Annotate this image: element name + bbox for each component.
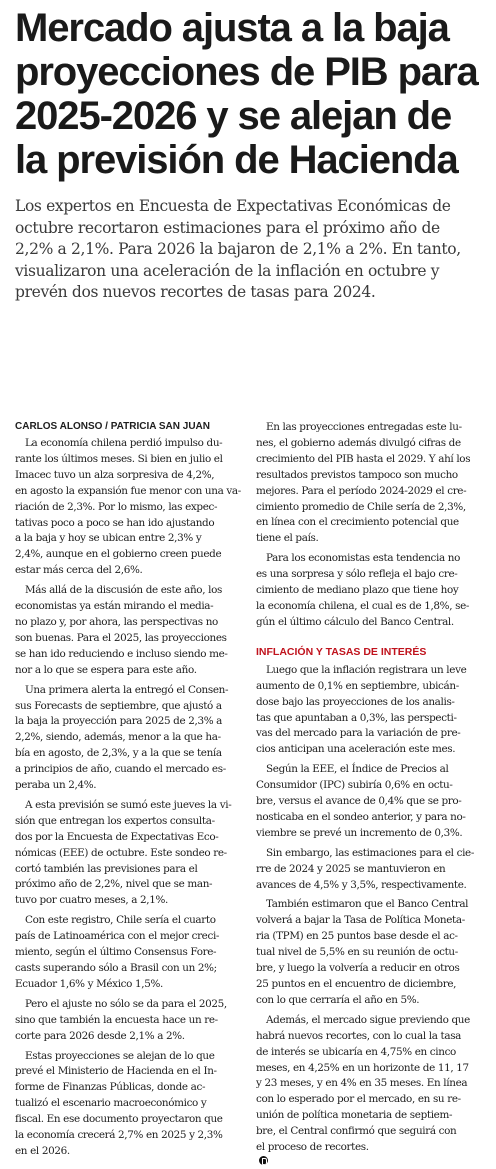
body-line: nómicas (EEE) de octubre. Este sondeo re- bbox=[15, 846, 227, 859]
body-line: la baja la proyección para 2025 de 2,3% a bbox=[15, 715, 223, 728]
body-line: A esta previsión se sumó este jueves la vi- bbox=[25, 798, 232, 811]
body-line: Para los economistas esta tendencia no bbox=[266, 552, 461, 565]
headline-line: la previsión de Hacienda bbox=[15, 138, 458, 182]
body-line: rre de 2024 y 2025 se mantuvieron en bbox=[256, 862, 446, 875]
body-line: rante los últimos meses. Si bien en julio el bbox=[15, 452, 223, 465]
body-line: bre, versus el avance de 0,4% que se pro- bbox=[256, 795, 462, 808]
body-line: próximo año de 2,2%, nivel que se man- bbox=[15, 878, 213, 891]
body-paragraph bbox=[15, 798, 247, 909]
body-line: en línea con el crecimiento potencial que bbox=[256, 516, 459, 529]
body-line: tual nivel de 5,5% en su reunión de octu- bbox=[256, 946, 458, 959]
body-line: Estas proyecciones se alejan de lo que bbox=[25, 1049, 215, 1062]
dek bbox=[15, 196, 485, 304]
body-paragraph bbox=[15, 997, 247, 1045]
body-line: unión de política monetaria de septiem- bbox=[256, 1109, 453, 1122]
body-line: habrá nuevos recortes, con lo cual la tasa bbox=[256, 1029, 462, 1042]
body-line: estar más cerca del 2,6%. bbox=[15, 564, 143, 577]
body-line: en el 2026. bbox=[15, 1144, 70, 1157]
body-line: aumento de 0,1% en septiembre, ubicán- bbox=[256, 679, 459, 692]
body-line: La economía chilena perdió impulso du- bbox=[25, 437, 223, 449]
body-line: volverá a bajar la Tasa de Política Moneta- bbox=[256, 914, 465, 927]
body-paragraph bbox=[15, 583, 247, 678]
body-line: 2,2%, siendo, además, menor a la que ha- bbox=[15, 731, 221, 744]
body-paragraph bbox=[15, 1049, 247, 1160]
body-paragraph bbox=[256, 420, 488, 547]
body-line: corte para 2026 desde 2,1% a 2%. bbox=[15, 1029, 185, 1042]
dek-line: octubre recortaron estimaciones para el próximo año de bbox=[15, 218, 440, 237]
body-line: meses, en 4,25% en un horizonte de 11, 17 bbox=[256, 1061, 469, 1074]
body-line: son buenas. Para el 2025, las proyecciones bbox=[15, 631, 227, 644]
body-line: Una primera alerta la entregó el Consen- bbox=[25, 683, 229, 696]
body-line: y 23 meses, y en 4% en 35 meses. En línea bbox=[256, 1077, 468, 1090]
body-line: viembre se prevé un incremento de 0,3%. bbox=[256, 826, 463, 839]
body-line: el proceso de recortes. bbox=[256, 1140, 488, 1165]
body-line: fiscal. En ese documento proyectaron que bbox=[15, 1113, 223, 1126]
body-line: de interés se ubicaría en 4,75% en cinco bbox=[256, 1045, 456, 1058]
body-line: crecimiento del PIB hasta el 2029. Y ahí los bbox=[256, 452, 471, 465]
body-line: peraba un 2,4%. bbox=[15, 779, 97, 792]
body-line: sión que entregan los expertos consulta- bbox=[15, 814, 215, 827]
body-line: dose bajo las proyecciones de los analis- bbox=[256, 695, 455, 708]
body-line: Con este registro, Chile sería el cuarto bbox=[25, 914, 216, 927]
body-line: cios anticipan una aceleración este mes. bbox=[256, 743, 456, 756]
body-line: tas que apuntaban a 0,3%, las perspecti- bbox=[256, 711, 457, 724]
body-line: ria (TPM) en 25 puntos base desde el ac- bbox=[256, 930, 458, 943]
body-line: 2,4%, aunque en el gobierno creen puede bbox=[15, 548, 222, 561]
body-line: nes, el gobierno además divulgó cifras de bbox=[256, 436, 461, 449]
body-line: Sin embargo, las estimaciones para el cie- bbox=[266, 846, 475, 859]
body-line: Consumidor (IPC) subiría 0,6% en octu- bbox=[256, 779, 453, 792]
body-line: gún el último cálculo del Banco Central. bbox=[256, 615, 454, 628]
body-line: Ecuador 1,6% y México 1,5%. bbox=[15, 977, 163, 990]
body-line: tiene el país. bbox=[256, 532, 319, 545]
body-line: con lo esperado por el mercado, en su re- bbox=[256, 1093, 461, 1106]
body-paragraph bbox=[256, 551, 488, 631]
body-line: Además, el mercado sigue previendo que bbox=[266, 1013, 470, 1026]
byline: CARLOS ALONSO / PATRICIA SAN JUAN bbox=[15, 421, 211, 432]
body-line: se han ido reduciendo e incluso siendo me- bbox=[15, 647, 228, 660]
body-line: dos por la Encuesta de Expectativas Eco- bbox=[15, 830, 219, 843]
body-line: nosticaba en el sondeo anterior, y para no- bbox=[256, 810, 466, 823]
body-line: con lo que cerraría el año en 5%. bbox=[256, 993, 420, 1006]
body-line: la economía chilena, el cual es de 1,8%, se- bbox=[256, 599, 470, 612]
body-line: Pero el ajuste no sólo se da para el 2025, bbox=[25, 997, 227, 1010]
body-paragraph bbox=[15, 436, 247, 579]
body-paragraph bbox=[15, 913, 247, 993]
dek-line: visualizaron una aceleración de la inflación en octubre y bbox=[15, 261, 440, 280]
headline bbox=[15, 6, 485, 182]
body-line: tualizó el escenario macroeconómico y bbox=[15, 1097, 207, 1110]
body-line: riación de 2,3%. Por lo mismo, las expec- bbox=[15, 500, 218, 513]
body-line: Más allá de la discusión de este año, los bbox=[25, 584, 222, 597]
body-line: cortó también las previsiones para el bbox=[15, 862, 198, 875]
body-paragraph bbox=[15, 683, 247, 794]
body-line: También estimaron que el Banco Central bbox=[266, 898, 469, 911]
body-line: miento, según el último Consensus Fore- bbox=[15, 946, 217, 959]
body-line: sus Forecasts de septiembre, que ajustó a bbox=[15, 699, 222, 712]
body-line: tuvo por cuatro meses, a 2,1%. bbox=[15, 894, 169, 907]
dek-line: prevén dos nuevos recortes de tasas para 2024. bbox=[15, 283, 376, 301]
body-line: es una sorpresa y sólo refleja el bajo cre- bbox=[256, 568, 458, 581]
body-line: a la baja y hoy se ubican entre 2,3% y bbox=[15, 532, 202, 545]
body-line: cimiento de mediano plazo que tiene hoy bbox=[256, 584, 459, 597]
body-line: economistas ya están mirando el media- bbox=[15, 600, 214, 613]
body-line: En las proyecciones entregadas este lu- bbox=[266, 421, 462, 433]
headline-line: Mercado ajusta a la baja bbox=[15, 6, 449, 50]
body-line: nor a lo que se espera para este año. bbox=[15, 663, 197, 676]
body-paragraph bbox=[256, 846, 488, 894]
dek-line: Los expertos en Encuesta de Expectativas Económicas de bbox=[15, 197, 451, 215]
body-line: tativas poco a poco se han ido ajustando bbox=[15, 516, 215, 529]
body-line: 25 puntos en el encuentro de diciembre, bbox=[256, 978, 457, 990]
body-line: prevé el Ministerio de Hacienda en el In- bbox=[15, 1065, 217, 1078]
body-paragraph bbox=[256, 1013, 488, 1165]
body-line: país de Latinoamérica con el mejor creci- bbox=[15, 930, 220, 943]
body-line: cimiento promedio de Chile sería de 2,3%, bbox=[256, 500, 466, 513]
dek-line: 2,2% a 2,1%. Para 2026 la bajaron de 2,1% a 2%. En tanto, bbox=[15, 240, 461, 258]
left-column bbox=[15, 420, 247, 1164]
body-line: no plazo y, por ahora, las perspectivas no bbox=[15, 615, 218, 628]
body-line: a principios de año, cuando el mercado es- bbox=[15, 763, 226, 776]
headline-line: proyecciones de PIB para bbox=[15, 50, 478, 94]
body-line: bre, y luego la volvería a reducir en otros bbox=[256, 962, 460, 975]
body-line: Imacec tuvo un alza sorpresiva de 4,2%, bbox=[15, 468, 215, 481]
body-paragraph bbox=[256, 762, 488, 842]
end-of-article-icon bbox=[259, 1156, 268, 1165]
body-line: forme de Finanzas Públicas, donde ac- bbox=[15, 1081, 206, 1094]
body-line: mejores. Para el período 2024-2029 el cre- bbox=[256, 484, 467, 497]
body-line: vas del mercado para la variación de pre- bbox=[256, 727, 461, 740]
body-paragraph bbox=[256, 897, 488, 1008]
section-subhead: INFLACIÓN Y TASAS DE INTERÉS bbox=[256, 645, 427, 658]
body-line: casts superando sólo a Brasil con un 2%; bbox=[15, 962, 217, 974]
body-paragraph bbox=[256, 663, 488, 758]
body-line: la economía crecerá 2,7% en 2025 y 2,3% bbox=[15, 1129, 223, 1142]
body-line: sino que también la encuesta hace un re- bbox=[15, 1013, 218, 1026]
body-line: bre, el Central confirmó que seguirá con bbox=[256, 1125, 457, 1138]
body-line: en agosto la expansión fue menor con una va- bbox=[15, 484, 241, 497]
body-line: Según la EEE, el Índice de Precios al bbox=[266, 763, 449, 776]
body-line: resultados previstos tampoco son mucho bbox=[256, 468, 458, 481]
body-line: Luego que la inflación registrara un leve bbox=[266, 663, 467, 676]
right-column bbox=[256, 420, 488, 1169]
body-line: bía en agosto, de 2,3%, y a la que se tenía bbox=[15, 747, 222, 760]
body-line: avances de 4,5% y 3,5%, respectivamente. bbox=[256, 878, 467, 891]
headline-line: 2025-2026 y se alejan de bbox=[15, 94, 452, 138]
